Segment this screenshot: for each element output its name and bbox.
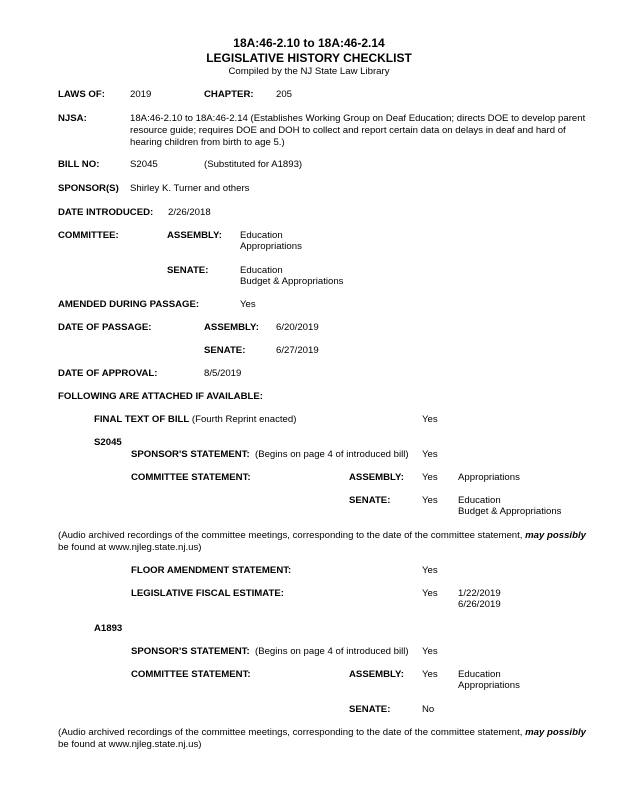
a1893-sponsor-note: (Begins on page 4 of introduced bill) bbox=[255, 646, 409, 657]
s2045-audio-text: (Audio archived recordings of the committee meetings, corresponding to the date of the committee statement, bbox=[58, 530, 523, 541]
final-text-value: Yes bbox=[422, 414, 438, 425]
s2045-sponsor-value: Yes bbox=[422, 449, 438, 460]
a1893-committee-assembly-value: Yes bbox=[422, 669, 438, 680]
laws-of-value: 2019 bbox=[130, 89, 152, 100]
s2045-sponsor-row bbox=[131, 449, 409, 460]
committee-assembly-label: ASSEMBLY: bbox=[167, 230, 222, 241]
committee-senate-label: SENATE: bbox=[167, 265, 209, 276]
s2045-committee-assembly-value: Yes bbox=[422, 472, 438, 483]
s2045-fiscal-label: LEGISLATIVE FISCAL ESTIMATE: bbox=[131, 588, 284, 599]
committee-senate-2: Budget & Appropriations bbox=[240, 276, 344, 287]
s2045-committee-assembly-label: ASSEMBLY: bbox=[349, 472, 404, 483]
committee-assembly-2: Appropriations bbox=[240, 241, 302, 252]
bill-no-value: S2045 bbox=[130, 159, 158, 170]
s2045-fiscal-date-1: 1/22/2019 bbox=[458, 588, 501, 599]
s2045-floor-value: Yes bbox=[422, 565, 438, 576]
a1893-audio-text: (Audio archived recordings of the committee meetings, corresponding to the date of the committee statement, bbox=[58, 727, 523, 738]
s2045-audio-note bbox=[58, 530, 586, 541]
bill-no-substituted: (Substituted for A1893) bbox=[204, 159, 303, 170]
a1893-sponsor-row bbox=[131, 646, 409, 657]
document-title: 18A:46-2.10 to 18A:46-2.14 bbox=[233, 36, 385, 50]
bill-no-label: BILL NO: bbox=[58, 159, 100, 170]
sponsors-value: Shirley K. Turner and others bbox=[130, 183, 250, 194]
s2045-fiscal-date-2: 6/26/2019 bbox=[458, 599, 501, 610]
a1893-sponsor-label: SPONSOR'S STATEMENT: bbox=[131, 646, 250, 657]
passage-senate-date: 6/27/2019 bbox=[276, 345, 319, 356]
s2045-committee-senate-2: Budget & Appropriations bbox=[458, 506, 562, 517]
a1893-heading: A1893 bbox=[94, 623, 123, 634]
s2045-committee-assembly-name: Appropriations bbox=[458, 472, 520, 483]
date-introduced-value: 2/26/2018 bbox=[168, 207, 211, 218]
committee-label: COMMITTEE: bbox=[58, 230, 119, 241]
a1893-committee-senate-label: SENATE: bbox=[349, 704, 391, 715]
s2045-fiscal-value: Yes bbox=[422, 588, 438, 599]
s2045-committee-label: COMMITTEE STATEMENT: bbox=[131, 472, 251, 483]
attached-heading: FOLLOWING ARE ATTACHED IF AVAILABLE: bbox=[58, 391, 263, 402]
laws-of-label: LAWS OF: bbox=[58, 89, 105, 100]
njsa-line-2: resource guide; requires DOE and DOH to collect and report certain data on delays in deaf and hard of bbox=[130, 125, 566, 136]
passage-assembly-label: ASSEMBLY: bbox=[204, 322, 259, 333]
a1893-committee-assembly-1: Education bbox=[458, 669, 501, 680]
final-text-note: (Fourth Reprint enacted) bbox=[191, 414, 297, 425]
passage-assembly-date: 6/20/2019 bbox=[276, 322, 319, 333]
s2045-committee-senate-1: Education bbox=[458, 495, 501, 506]
approval-value: 8/5/2019 bbox=[204, 368, 242, 379]
a1893-committee-assembly-label: ASSEMBLY: bbox=[349, 669, 404, 680]
compiled-by: Compiled by the NJ State Law Library bbox=[228, 66, 390, 77]
passage-senate-label: SENATE: bbox=[204, 345, 246, 356]
a1893-audio-note bbox=[58, 727, 586, 738]
chapter-label: CHAPTER: bbox=[204, 89, 254, 100]
final-text-row bbox=[94, 414, 296, 425]
a1893-committee-senate-value: No bbox=[422, 704, 435, 715]
a1893-sponsor-value: Yes bbox=[422, 646, 438, 657]
passage-label: DATE OF PASSAGE: bbox=[58, 322, 152, 333]
s2045-committee-senate-value: Yes bbox=[422, 495, 438, 506]
committee-senate-1: Education bbox=[240, 265, 283, 276]
a1893-audio-url: be found at www.njleg.state.nj.us) bbox=[58, 739, 202, 750]
a1893-committee-assembly-2: Appropriations bbox=[458, 680, 520, 691]
s2045-committee-senate-label: SENATE: bbox=[349, 495, 391, 506]
s2045-sponsor-note: (Begins on page 4 of introduced bill) bbox=[255, 449, 409, 460]
s2045-audio-emphasis: may possibly bbox=[525, 530, 586, 541]
committee-assembly-1: Education bbox=[240, 230, 283, 241]
s2045-sponsor-label: SPONSOR'S STATEMENT: bbox=[131, 449, 250, 460]
s2045-audio-url: be found at www.njleg.state.nj.us) bbox=[58, 542, 202, 553]
final-text-label: FINAL TEXT OF BILL bbox=[94, 414, 190, 425]
s2045-floor-label: FLOOR AMENDMENT STATEMENT: bbox=[131, 565, 292, 576]
a1893-audio-emphasis: may possibly bbox=[525, 727, 586, 738]
chapter-value: 205 bbox=[276, 89, 293, 100]
sponsors-label: SPONSOR(S) bbox=[58, 183, 119, 194]
document-subtitle: LEGISLATIVE HISTORY CHECKLIST bbox=[206, 51, 412, 65]
njsa-line-1: 18A:46-2.10 to 18A:46-2.14 (Establishes Working Group on Deaf Education; directs DOE to develop parent bbox=[130, 113, 586, 124]
date-introduced-label: DATE INTRODUCED: bbox=[58, 207, 154, 218]
a1893-committee-label: COMMITTEE STATEMENT: bbox=[131, 669, 251, 680]
amended-value: Yes bbox=[240, 299, 256, 310]
approval-label: DATE OF APPROVAL: bbox=[58, 368, 158, 379]
s2045-heading: S2045 bbox=[94, 437, 122, 448]
njsa-label: NJSA: bbox=[58, 113, 87, 124]
njsa-line-3: hearing children from birth to age 5.) bbox=[130, 137, 285, 148]
amended-label: AMENDED DURING PASSAGE: bbox=[58, 299, 200, 310]
